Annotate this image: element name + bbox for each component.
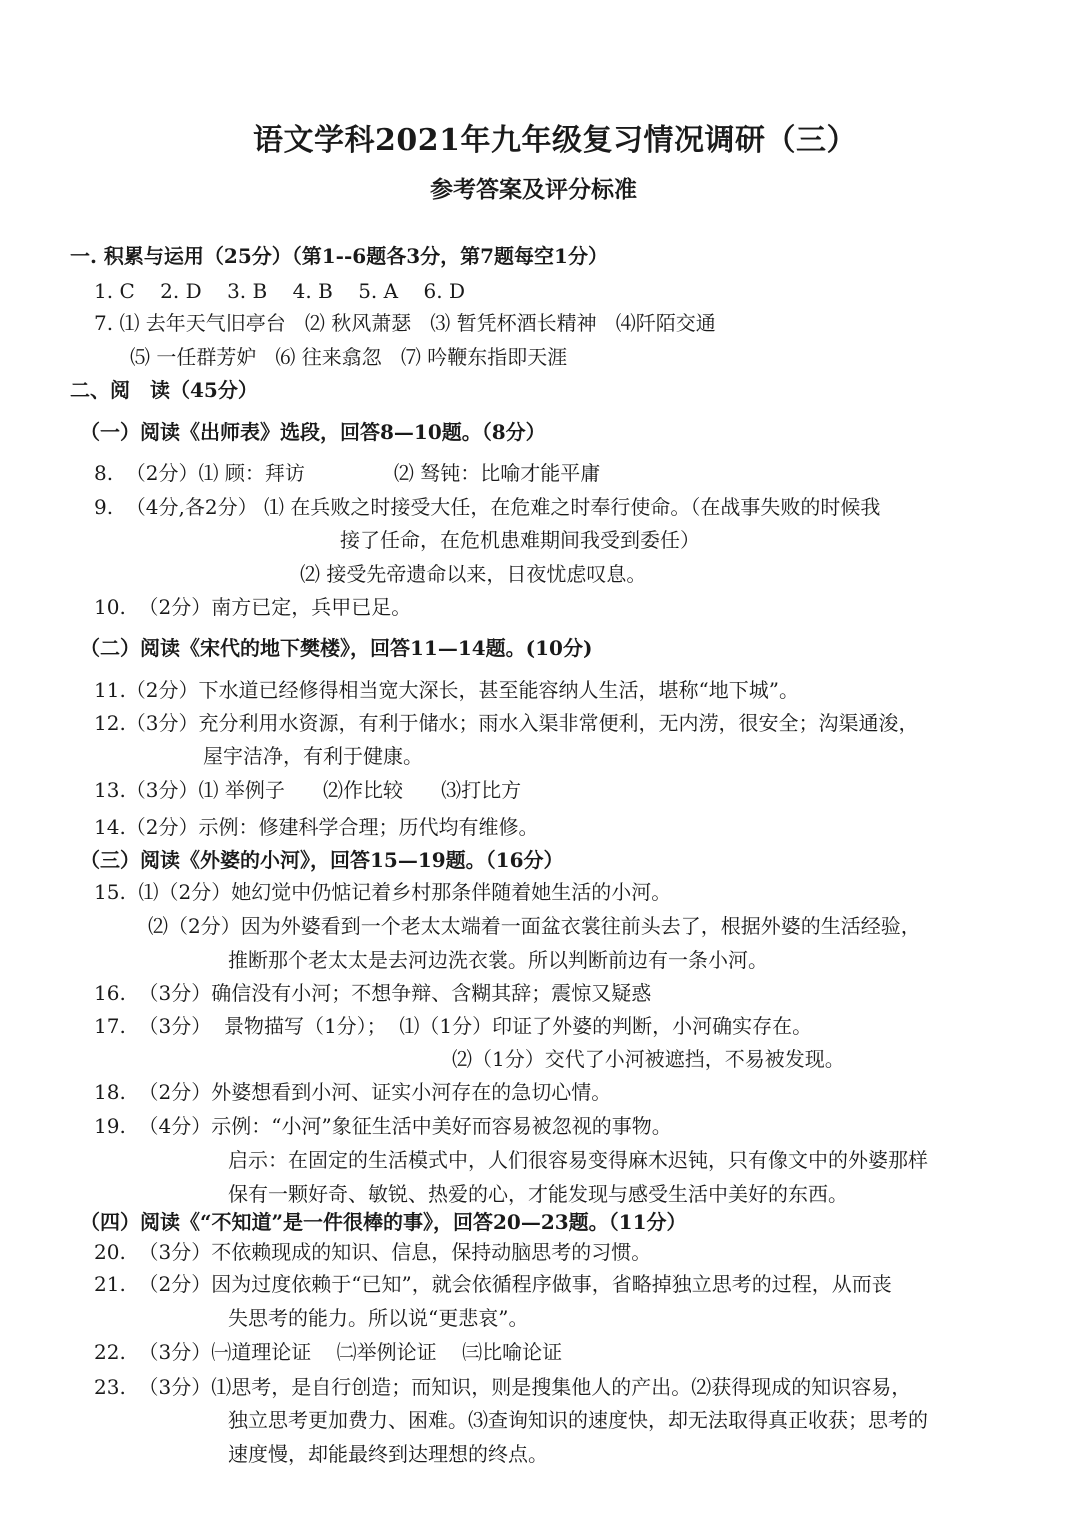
answer-line: 23. （3分）⑴思考，是自行创造；而知识，则是搜集他人的产出。⑵获得现成的知识容易， — [94, 1375, 912, 1399]
subsection-heading: （一）阅读《出师表》选段，回答8—10题。（8分） — [80, 420, 546, 444]
answer-line: ⑵（2分）因为外婆看到一个老太太端着一面盆衣裳往前头去了，根据外婆的生活经验， — [148, 914, 921, 938]
answer-line: 22. （3分）㈠道理论证 ㈡举例论证 ㈢比喻论证 — [94, 1340, 563, 1364]
answer-line: 独立思考更加费力、困难。⑶查询知识的速度快，却无法取得真正收获；思考的 — [228, 1408, 928, 1432]
answer-line: ⑸ 一任群芳妒 ⑹ 往来翕忽 ⑺ 吟鞭东指即天涯 — [130, 345, 568, 369]
answer-line: 10. （2分）南方已定，兵甲已足。 — [94, 595, 412, 619]
subsection-heading: （四）阅读《“不知道”是一件很棒的事》，回答20—23题。（11分） — [80, 1210, 687, 1234]
answer-line: 启示：在固定的生活模式中，人们很容易变得麻木迟钝，只有像文中的外婆那样 — [228, 1148, 928, 1172]
page-subtitle: 参考答案及评分标准 — [430, 176, 637, 203]
answer-line: 19. （4分）示例：“小河”象征生活中美好而容易被忽视的事物。 — [94, 1114, 672, 1138]
answer-line: 13.（3分）⑴ 举例子 ⑵作比较 ⑶打比方 — [94, 778, 522, 802]
answer-line: 21. （2分）因为过度依赖于“已知”，就会依循程序做事，省略掉独立思考的过程，从而丧 — [94, 1272, 892, 1296]
answer-line: 保有一颗好奇、敏锐、热爱的心，才能发现与感受生活中美好的东西。 — [228, 1182, 848, 1206]
page-title: 语文学科2021年九年级复习情况调研（三） — [253, 123, 857, 158]
answer-line: 14.（2分）示例：修建科学合理；历代均有维修。 — [94, 815, 539, 839]
answer-line: 11.（2分）下水道已经修得相当宽大深长，甚至能容纳人生活，堪称“地下城”。 — [94, 678, 799, 702]
answer-line: 12.（3分）充分利用水资源，有利于储水；雨水入渠非常便利，无内涝，很安全；沟渠通浚， — [94, 711, 919, 735]
answer-line: 1. C 2. D 3. B 4. B 5. A 6. D — [94, 279, 465, 303]
answer-line: 18. （2分）外婆想看到小河、证实小河存在的急切心情。 — [94, 1080, 612, 1104]
answer-line: 8. （2分）⑴ 顾：拜访 ⑵ 驽钝：比喻才能平庸 — [94, 461, 601, 485]
section-heading: 一. 积累与运用（25分）（第1--6题各3分，第7题每空1分） — [70, 244, 608, 268]
answer-line: 20. （3分）不依赖现成的知识、信息，保持动脑思考的习惯。 — [94, 1240, 652, 1264]
answer-line: ⑵（1分）交代了小河被遮挡，不易被发现。 — [452, 1047, 845, 1071]
answer-line: 失思考的能力。所以说“更悲哀”。 — [228, 1306, 529, 1330]
answer-line: 推断那个老太太是去河边洗衣裳。所以判断前边有一条小河。 — [228, 948, 768, 972]
subsection-heading: （二）阅读《宋代的地下樊楼》，回答11—14题。(10分) — [80, 636, 593, 660]
subsection-heading: （三）阅读《外婆的小河》，回答15—19题。（16分） — [80, 848, 564, 872]
answer-line: 接了任命，在危机患难期间我受到委任） — [340, 528, 700, 552]
answer-line: ⑵ 接受先帝遗命以来，日夜忧虑叹息。 — [300, 562, 647, 586]
answer-line: 17. （3分） 景物描写（1分）； ⑴（1分）印证了外婆的判断，小河确实存在。 — [94, 1014, 813, 1038]
section-heading: 二、阅 读（45分） — [70, 378, 258, 402]
answer-line: 9. （4分,各2分） ⑴ 在兵败之时接受大任，在危难之时奉行使命。（在战事失败的时候我 — [94, 495, 881, 519]
answer-line: 速度慢，却能最终到达理想的终点。 — [228, 1442, 548, 1466]
answer-line: 7. ⑴ 去年天气旧亭台 ⑵ 秋风萧瑟 ⑶ 暂凭杯酒长精神 ⑷阡陌交通 — [94, 311, 716, 335]
answer-line: 16. （3分）确信没有小河；不想争辩、含糊其辞；震惊又疑惑 — [94, 981, 652, 1005]
answer-line: 15. ⑴（2分）她幻觉中仍惦记着乡村那条伴随着她生活的小河。 — [94, 880, 672, 904]
answer-line: 屋宇洁净，有利于健康。 — [203, 744, 423, 768]
